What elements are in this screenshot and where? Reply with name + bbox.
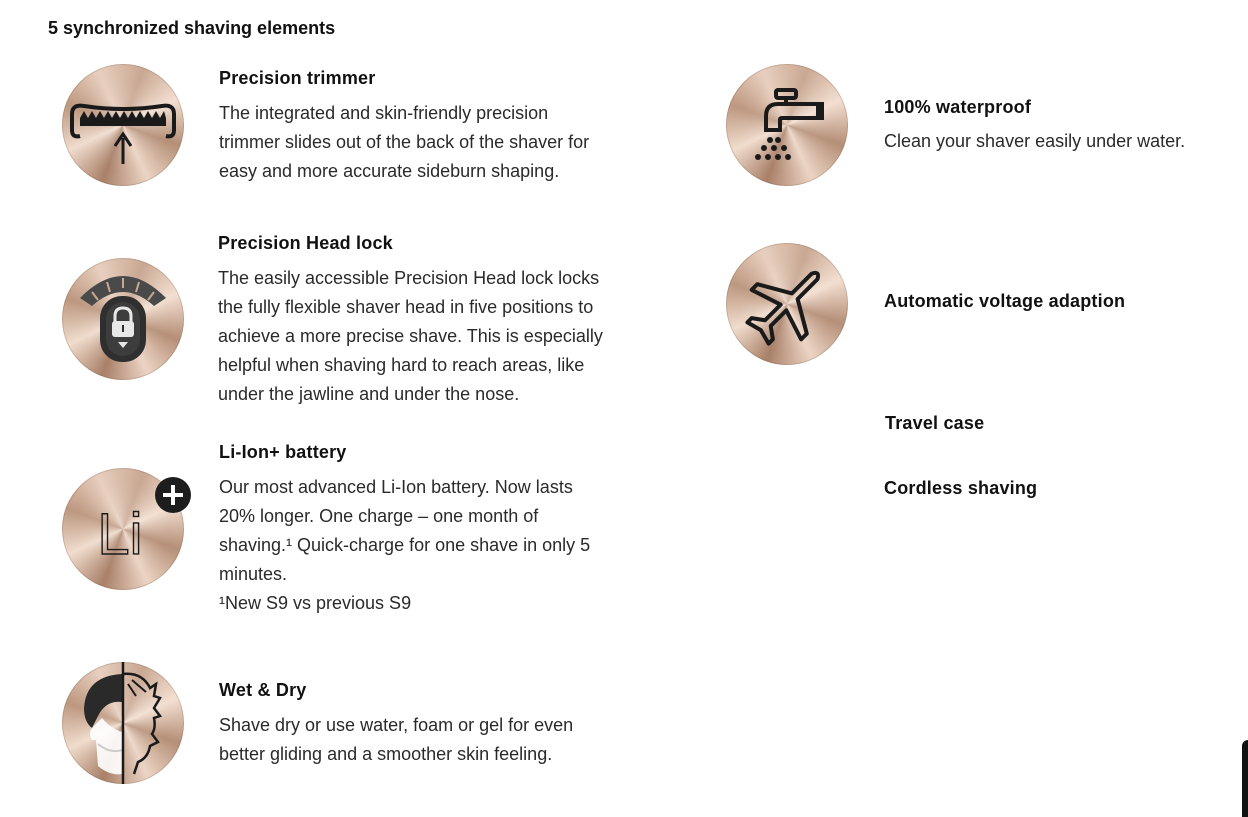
description-line: achieve a more precise shave. This is especially xyxy=(218,326,603,346)
cordless-title: Cordless shaving xyxy=(884,478,1038,498)
footnote: ¹New S9 vs previous S9 xyxy=(219,593,412,613)
travel-case-title: Travel case xyxy=(885,413,985,433)
chat-widget-tab[interactable] xyxy=(1242,740,1248,817)
section-title: 5 synchronized shaving elements xyxy=(48,18,336,38)
wet-dry-title: Wet & Dry xyxy=(219,680,307,700)
head-lock-icon xyxy=(62,258,184,380)
plus-icon xyxy=(155,477,191,513)
battery-title: Li-Ion+ battery xyxy=(219,442,347,462)
precision-trimmer-title: Precision trimmer xyxy=(219,68,376,88)
waterproof-title: 100% waterproof xyxy=(884,97,1032,117)
description-line: 20% longer. One charge – one month of xyxy=(219,506,539,526)
precision-trimmer-icon xyxy=(62,64,184,186)
water-tap-icon xyxy=(726,64,848,186)
description-line: The integrated and skin-friendly precision xyxy=(219,103,549,123)
waterproof-description xyxy=(884,127,1185,156)
battery-icon-text: Li xyxy=(97,502,143,567)
wet-dry-face-icon xyxy=(62,662,184,784)
description-line: trimmer slides out of the back of the shaver for xyxy=(219,132,590,152)
head-lock-title: Precision Head lock xyxy=(218,233,393,253)
description-line: Our most advanced Li-Ion battery. Now lasts xyxy=(219,477,573,497)
description-line: under the jawline and under the nose. xyxy=(218,384,520,404)
wet-dry-description xyxy=(219,711,573,769)
description-line: better gliding and a smoother skin feeling. xyxy=(219,744,553,764)
description-line: Shave dry or use water, foam or gel for even xyxy=(219,715,574,735)
description-line: the fully flexible shaver head in five positions to xyxy=(218,297,594,317)
description-line: minutes. xyxy=(219,564,288,584)
precision-trimmer-description xyxy=(219,99,589,186)
voltage-title: Automatic voltage adaption xyxy=(884,291,1126,311)
description-line: easy and more accurate sideburn shaping. xyxy=(219,161,560,181)
battery-description xyxy=(219,473,590,618)
description-line: helpful when shaving hard to reach areas, like xyxy=(218,355,585,375)
airplane-icon xyxy=(726,243,848,365)
head-lock-description xyxy=(218,264,603,409)
description-line: Clean your shaver easily under water. xyxy=(884,131,1186,151)
description-line: shaving.¹ Quick-charge for one shave in only 5 xyxy=(219,535,591,555)
description-line: The easily accessible Precision Head lock locks xyxy=(218,268,600,288)
